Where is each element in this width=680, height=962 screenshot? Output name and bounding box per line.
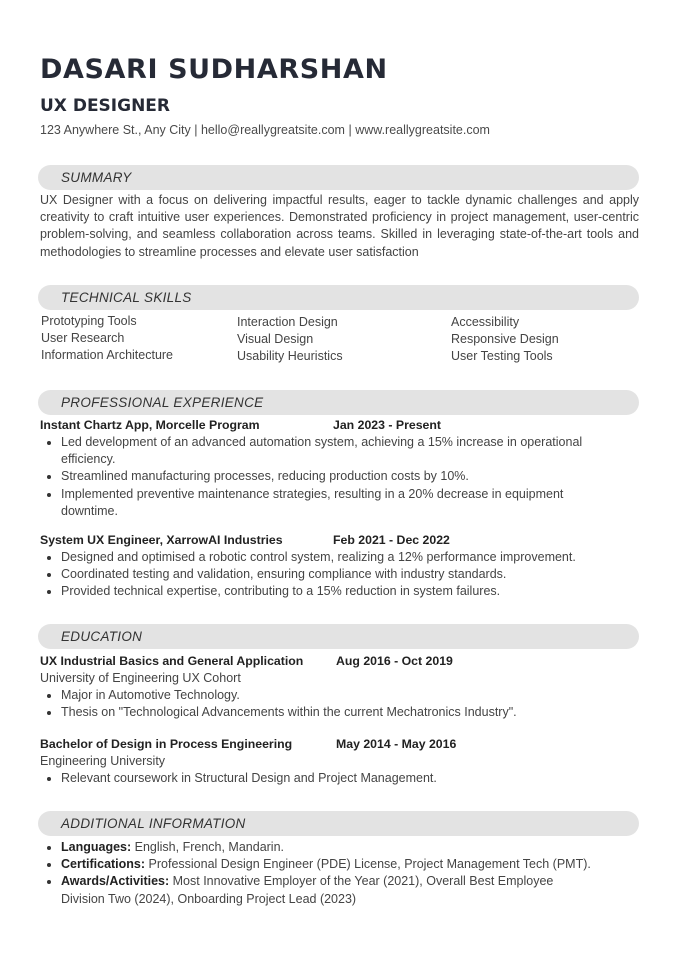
skill-item: Accessibility [451,315,520,329]
skill-item: User Research [41,331,125,346]
skill-item: Prototyping Tools [41,314,137,328]
address-text: 123 Anywhere St., Any City | [40,123,201,137]
skills-column-2 [237,314,343,366]
degree-date: Aug 2016 - Oct 2019 [336,654,453,668]
job-bullets [40,434,600,520]
job-title: System UX Engineer, XarrowAI Industries [40,533,283,547]
contact-separator: | [344,123,356,137]
section-title: EDUCATION [61,629,143,644]
list-item: Streamlined manufacturing processes, reducing production costs by 10%. [40,468,600,485]
job-date: Feb 2021 - Dec 2022 [333,533,450,547]
info-text: Most Innovative Employer of the Year (2021), Overall Best Employee Division Two (2024), Onboarding Project Lead (2023) [61,874,554,906]
info-text: Professional Design Engineer (PDE) License, Project Management Tech (PMT). [145,857,591,872]
list-item: Thesis on "Technological Advancements within the current Mechatronics Industry". [40,704,600,721]
list-item: Designed and optimised a robotic control system, realizing a 12% performance improvement. [40,549,600,566]
job-date: Jan 2023 - Present [333,418,442,432]
section-title: TECHNICAL SKILLS [61,290,192,305]
job-title: Instant Chartz App, Morcelle Program [40,418,260,432]
education-bullets [40,687,600,721]
degree-title: UX Industrial Basics and General Application [40,654,304,668]
info-label: Certifications: [61,857,146,872]
education-section-header [38,624,639,649]
experience-section-header [38,390,639,415]
degree-date: May 2014 - May 2016 [336,737,457,751]
additional-section-header [38,811,639,836]
section-title: PROFESSIONAL EXPERIENCE [61,395,264,410]
info-text: English, French, Mandarin. [131,840,285,854]
education-bullets [40,770,600,787]
list-item: Coordinated testing and validation, ensuring compliance with industry standards. [40,566,600,583]
skills-column-3 [451,314,559,366]
list-item: Implemented preventive maintenance strategies, resulting in a 20% decrease in equipment downtime. [40,486,600,520]
contact-line [40,121,490,139]
summary-text: UX Designer with a focus on delivering impactful results, eager to tackle dynamic challenges and apply creativity to craft intuitive user experiences. Demonstrated proficiency in project management, user-centric problem-solving, and seamless collaboration across teams. Skilled in leveraging state-of-the-art tools and methodologies to streamline processes and elevate user satisfaction [40,193,639,259]
school-name: Engineering University [40,754,166,768]
list-item: Provided technical expertise, contributing to a 15% reduction in system failures. [40,583,600,600]
skill-item: Usability Heuristics [237,349,343,364]
info-label: Languages: [61,840,132,854]
website-link[interactable]: www.reallygreatsite.com [355,123,490,137]
skill-item: Information Architecture [41,348,174,363]
list-item: Major in Automotive Technology. [40,687,600,704]
skills-column-1 [41,313,173,365]
additional-bullets [40,839,600,908]
school-name: University of Engineering UX Cohort [40,671,241,685]
degree-title: Bachelor of Design in Process Engineering [40,737,293,751]
summary-section-header [38,165,639,190]
list-item: Relevant coursework in Structural Design and Project Management. [40,770,600,787]
list-item [40,856,600,873]
job-role: UX DESIGNER [40,96,171,116]
skill-item: User Testing Tools [451,349,553,364]
section-title: SUMMARY [61,170,132,185]
job-bullets [40,549,600,601]
list-item [40,873,600,907]
skill-item: Visual Design [237,332,314,347]
skills-section-header [38,285,639,310]
skill-item: Responsive Design [451,332,559,347]
section-title: ADDITIONAL INFORMATION [61,816,246,831]
email-link[interactable]: hello@reallygreatsite.com [200,123,345,137]
info-label: Awards/Activities: [61,874,170,889]
list-item [40,839,600,856]
skill-item: Interaction Design [237,315,338,329]
candidate-name: DASARI SUDHARSHAN [40,54,388,85]
list-item: Led development of an advanced automation system, achieving a 15% increase in operational efficiency. [40,434,600,468]
